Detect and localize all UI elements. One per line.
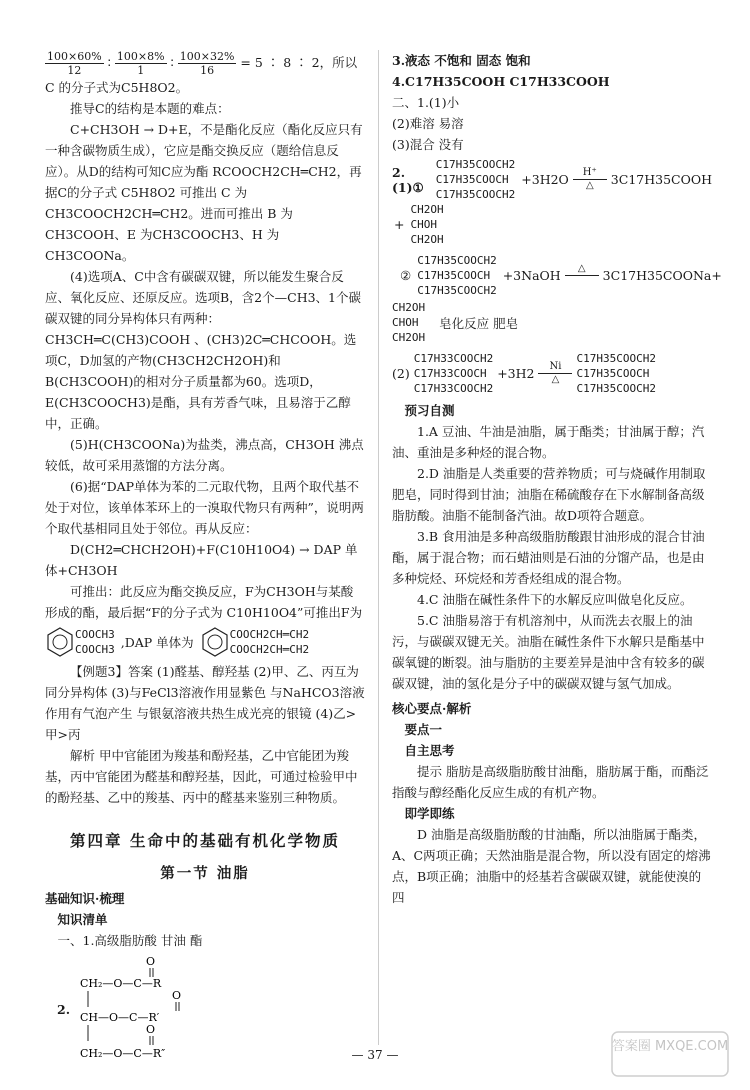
svg-text:O: O: [172, 989, 182, 1002]
paragraph: C 的分子式为C5H8O2。: [45, 80, 189, 95]
left-column: [45, 50, 365, 1065]
example-answer: 【例题3】答案 (1)醛基、醇羟基 (2)甲、乙、丙互为同分异构体 (3)与FeCl3溶液作用显紫色 与NaHCO3溶液作用有气泡产生 与银氨溶液共热生成光亮的银镜 (4)乙>甲>丙: [45, 664, 365, 742]
watermark-logo: [610, 1028, 730, 1080]
paragraph: (6)据“DAP单体为苯的二元取代物，且两个取代基不处于对位，该单体苯环上的一溴取代物只有两种”，说明两个取代基相同且处于邻位。再从反应：: [45, 479, 364, 536]
hint: 提示 脂肪是高级脂肪酸甘油酯，脂肪属于酯，而酯泛指酸与醇经酯化反应生成的有机产物。: [392, 764, 709, 800]
list-item: 一、1.高级脂肪酸 甘油 酯: [57, 933, 203, 948]
answer-line: 4.C17H35COOH C17H33COOH: [392, 74, 610, 89]
fraction-line: $\frac{100\times 60\%}{12}$ ∶ $\frac{100\times 8\%}{1}$ ∶ $\frac{100\times 32\%}{16}$ = 5 ∶ 8 ∶ 2，所以: [47, 50, 358, 77]
paragraph: D(CH2═CHCH2OH)+F(C10H10O4) → DAP 单体+CH3OH: [45, 542, 358, 578]
benzene-ring-icon: [200, 626, 230, 658]
svg-text:CH₂—O—C—R″: CH₂—O—C—R″: [80, 1047, 166, 1060]
paragraph: (5)H(CH3COONa)为盐类，沸点高，CH3OH 沸点较低，故可采用蒸馏的方法分离。: [45, 437, 364, 473]
svg-text:O: O: [146, 955, 156, 968]
triglyceride-structure: 2. O CH₂—O—C—R O CH—O—C—R′ O CH₂—O—C—R″: [45, 953, 365, 1065]
svg-text:O: O: [146, 1023, 156, 1036]
heading-core: 核心要点·解析: [392, 701, 472, 716]
heading-point: 要点一: [404, 722, 443, 737]
stearin-structure: C17H35COOCH2 C17H35COOCH C17H35COOCH2: [435, 158, 516, 201]
answer-line: 3.液态 不饱和 固态 饱和: [392, 53, 531, 68]
chapter-title: 第四章 生命中的基础有机化学物质: [70, 831, 340, 850]
paragraph: C+CH3OH → D+E，不是酯化反应（酯化反应只有一种含碳物质生成），它应是酯交换反应（题给信息反应）。从D的结构可知C应为酯 RCOOCH2CH═CH2，再据C的分子式 C5H8O2 可推出 C 为 CH3COOCH2CH═CH2。进而可推出 B 为 CH3COOH、E 为CH3COOCH3、H 为CH3COONa。: [45, 122, 363, 263]
practice-answer: D 油脂是高级脂肪酸的甘油酯，所以油脂属于酯类，A、C两项正确；天然油脂是混合物，所以没有固定的熔沸点，B项正确；油脂中的烃基若含碳碳双键，就能使溴的四: [392, 827, 711, 905]
glycerol-soap-product: CH2OH CHOH CH2OH 皂化反应 肥皂: [392, 301, 519, 344]
heading-list: 知识清单: [57, 912, 108, 927]
quiz-answer: 5.C 油脂易溶于有机溶剂中，从而洗去衣服上的油污，与碳碳双键无关。油脂在碱性条件下水解只是酯基中碳氧键的断裂。油与脂肪的主要差异是油中含有较多的碳碳双键，油的氢化是分子中的碳碳双键与氢气加成。: [392, 613, 705, 691]
equation-hydrolysis: 2.(1)① C17H35COOCH2 C17H35COOCH C17H35COOCH2 +3H2O H⁺ △ 3C17H35COOH: [392, 158, 712, 201]
ester-substituents: COOCH3 COOCH3: [75, 628, 115, 656]
fraction-2: $\frac{100\times 8\%}{1}$: [116, 50, 165, 77]
heading-preview: 预习自测: [404, 403, 455, 418]
quiz-answer: 4.C 油脂在碱性条件下的水解反应叫做皂化反应。: [417, 592, 693, 607]
benzene-structures: COOCH3 COOCH3 ,DAP 单体为 COOCH2CH═CH2 COOCH2CH═CH2: [45, 623, 365, 661]
reversible-arrow: H⁺ △: [573, 168, 607, 191]
reaction-arrow: △: [565, 264, 599, 287]
page-number: — 37 —: [351, 1048, 399, 1062]
catalyst-arrow: Ni △: [538, 362, 572, 385]
glycerol-product: + CH2OH CHOH CH2OH: [394, 203, 444, 246]
dap-substituents: COOCH2CH═CH2 COOCH2CH═CH2: [229, 628, 310, 656]
quiz-answer: 3.B 食用油是多种高级脂肪酸跟甘油形成的混合甘油酯，属于混合物；而石蜡油则是石油的分馏产品，也是由多种烷烃、环烷烃和芳香烃组成的混合物。: [392, 529, 705, 586]
paragraph: (4)选项A、C中含有碳碳双键，所以能发生聚合反应、氧化反应、还原反应。选项B，含2个—CH3、1个碳碳双键的同分异构体只有两种：CH3CH═C(CH3)COOH 、(CH3)2C═CHCOOH。选项C，D加氢的产物(CH3CH2CH2OH)和 B(CH3COOH)的相对分子质量都为60。选项D，E(CH3COOCH3)是酯，具有芳香气味，且易溶于乙醇中，正确。: [45, 269, 362, 431]
heading-think: 自主思考: [404, 743, 455, 758]
answer-line: (3)混合 没有: [392, 137, 464, 152]
heading-basic: 基础知识·梳理: [45, 891, 125, 906]
fraction-3: $\frac{100\times 32\%}{16}$: [179, 50, 235, 77]
benzene-ring-icon: [45, 626, 75, 658]
answer-line: 二、1.(1)小: [392, 95, 460, 110]
analysis: 解析 甲中官能团为羧基和酚羟基，乙中官能团为羧基，丙中官能团为醛基和醇羟基，因此，可通过检验甲中的酚羟基、乙中的羧基、丙中的醛基来鉴别三种物质。: [45, 748, 358, 805]
answer-line: (2)难溶 易溶: [392, 116, 464, 131]
heading-practice: 即学即练: [404, 806, 455, 821]
equation-saponification: ② C17H35COOCH2 C17H35COOCH C17H35COOCH2 +3NaOH △ 3C17H35COONa+: [400, 254, 722, 297]
quiz-answer: 1.A 豆油、牛油是油脂，属于酯类；甘油属于醇；汽油、重油是多种烃的混合物。: [392, 424, 705, 460]
paragraph: 可推出：此反应为酯交换反应，F为CH3OH与某酸形成的酯，最后据“F的分子式为 C10H10O4”可推出F为: [45, 584, 363, 620]
column-divider: [378, 50, 379, 1045]
svg-text:答案圈 MXQE.COM: 答案圈 MXQE.COM: [611, 1039, 729, 1054]
equation-hydrogenation: (2) C17H33COOCH2 C17H33COOCH C17H33COOCH2 +3H2 Ni △ C17H35COOCH2 C17H35COOCH C17H35COOCH2: [392, 352, 656, 395]
right-column: [392, 50, 722, 908]
section-title: 第一节 油脂: [160, 865, 250, 882]
quiz-answer: 2.D 油脂是人类重要的营养物质；可与烧碱作用制取肥皂，同时得到甘油；油脂在稀硫酸存在下水解制备高级脂肪酸。油脂不能制备汽油。故D项符合题意。: [392, 466, 706, 523]
svg-text:CH—O—C—R′: CH—O—C—R′: [80, 1011, 160, 1024]
fraction-1: $\frac{100\times 60\%}{12}$: [47, 50, 102, 77]
paragraph: 推导C的结构是本题的难点：: [70, 101, 230, 116]
svg-text:CH₂—O—C—R: CH₂—O—C—R: [80, 977, 162, 990]
